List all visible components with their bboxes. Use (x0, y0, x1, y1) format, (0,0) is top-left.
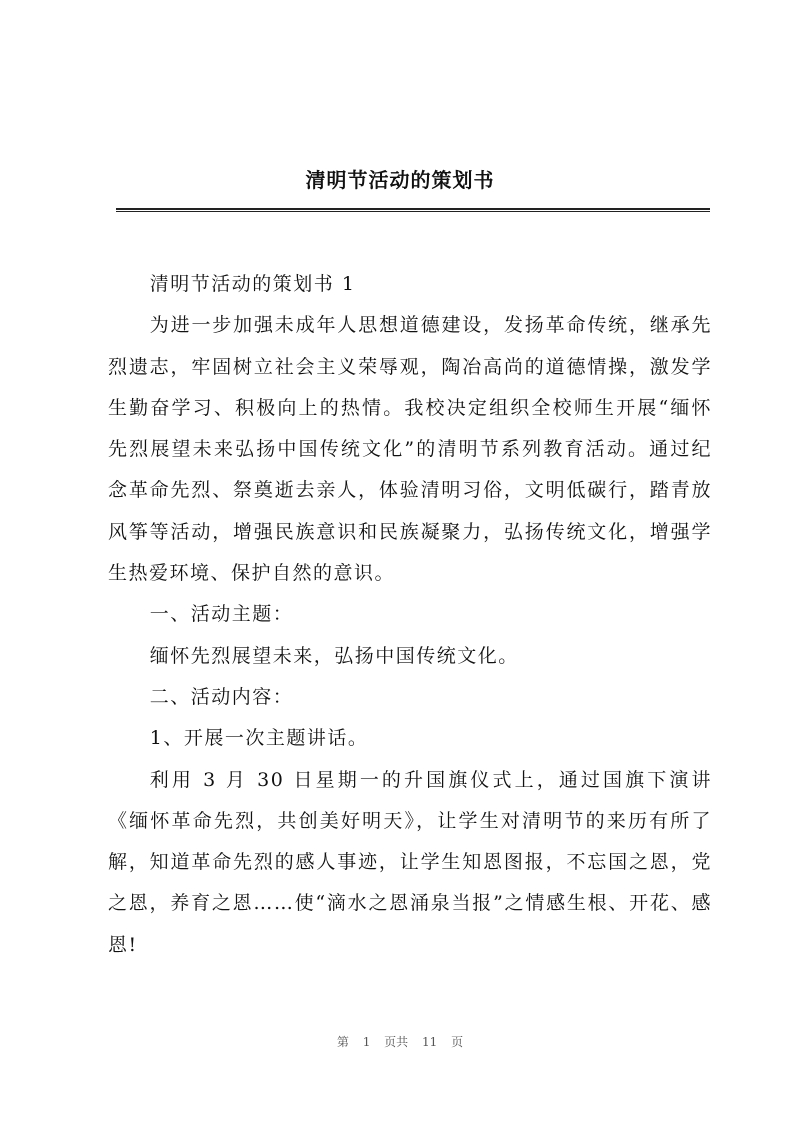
theme-paragraph: 缅怀先烈展望未来，弘扬中国传统文化。 (149, 644, 519, 667)
page-number: 1 (362, 1035, 371, 1049)
total-pages: 11 (422, 1035, 438, 1049)
page-footer (0, 1033, 800, 1050)
page-title: 清明节活动的策划书 (305, 168, 495, 192)
theme-heading: 一、活动主题： (149, 603, 294, 626)
content-item-paragraph: 利用 3 月 30 日星期一的升国旗仪式上，通过国旗下演讲《缅怀革命先烈，共创美好明天》，让学生对清明节的来历有所了解，知道革命先烈的感人事迹，让学生知恩图报，不忘国之恩，党之恩，养育之恩……使“滴水之恩涌泉当报”之情感生根、开花、感恩! (108, 768, 712, 956)
page-label: 第 (336, 1035, 349, 1049)
title-divider (116, 208, 710, 212)
content-item-heading: 1、开展一次主题讲话。 (149, 727, 369, 750)
page-of-label: 页共 (384, 1035, 409, 1049)
content-heading: 二、活动内容： (149, 685, 294, 708)
document-body (108, 264, 712, 966)
section-heading: 清明节活动的策划书 1 (149, 273, 356, 295)
intro-paragraph: 为进一步加强未成年人思想道德建设，发扬革命传统，继承先烈遗志，牢固树立社会主义荣辱观，陶冶高尚的道德情操，激发学生勤奋学习、积极向上的热情。我校决定组织全校师生开展“缅怀先烈展望未来弘扬中国传统文化”的清明节系列教育活动。通过纪念革命先烈、祭奠逝去亲人，体验清明习俗，文明低碳行，踏青放风筝等活动，增强民族意识和民族凝聚力，弘扬传统文化，增强学生热爱环境、保护自然的意识。 (108, 314, 712, 585)
page-suffix: 页 (451, 1035, 464, 1049)
